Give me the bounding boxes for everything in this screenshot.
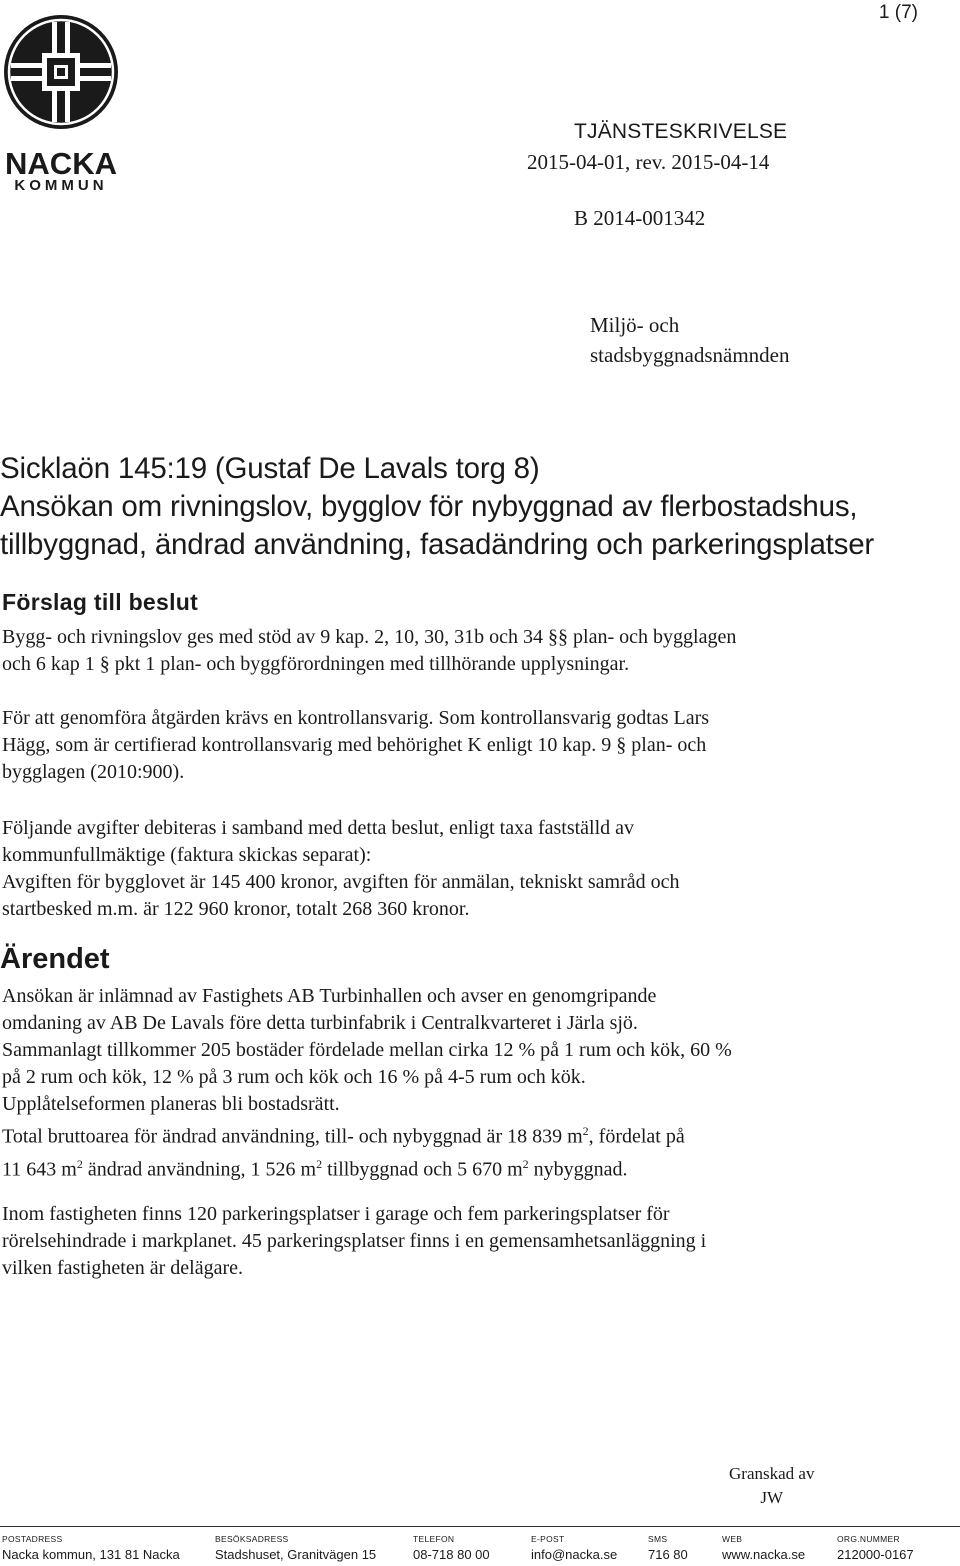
recipient-line: stadsbyggnadsnämnden — [590, 343, 790, 367]
title-line: Sicklaön 145:19 (Gustaf De Lavals torg 8) — [0, 452, 540, 485]
footer-org-number: ORG.NUMMER 212000-0167 — [837, 1534, 914, 1562]
proposal-paragraph: För att genomföra åtgärden krävs en kontrollansvarig. Som kontrollansvarig godtas Lars Hägg, som är certifierad kontrollansvarig med behörighet K enligt 10 kap. 9 § plan- och bygglagen (2010:900). — [2, 707, 710, 783]
page-number: 1 (7) — [878, 2, 918, 23]
footer-email[interactable]: E-POST info@nacka.se — [531, 1534, 618, 1562]
area-line: 11 643 $m^2$ ändrad användning, 1 526 $m^2$ tillbyggnad och 5 670 $m^2$ nybyggnad. — [2, 1156, 628, 1181]
area-line: Total bruttoarea för ändrad användning, till- och nybyggnad är 18 839 $m^2$, fördelat på — [2, 1124, 685, 1148]
footer-divider — [0, 1526, 960, 1527]
nacka-kommun-logo — [0, 14, 122, 190]
document-type: TJÄNSTESKRIVELSE — [574, 120, 788, 143]
title-line: tillbyggnad, ändrad användning, fasadändring och parkeringsplatser — [0, 528, 875, 561]
footer — [0, 1526, 960, 1566]
recipient-line: Miljö- och — [590, 313, 680, 337]
logo-subname: KOMMUN — [14, 177, 108, 190]
proposal-heading: Förslag till beslut — [2, 589, 199, 615]
reviewer-signoff: Granskad av JW — [729, 1464, 815, 1507]
proposal-paragraph: Bygg- och rivningslov ges med stöd av 9 kap. 2, 10, 30, 31b och 34 §§ plan- och bygglagen och 6 kap 1 § pkt 1 plan- och byggförordningen med tillhörande upplysningar. — [2, 626, 737, 675]
case-heading: Ärendet — [0, 943, 110, 975]
document-dates: 2015-04-01, rev. 2015-04-14 — [527, 150, 770, 174]
case-number: B 2014-001342 — [574, 206, 706, 230]
footer-visiting-address: BESÖKSADRESS Stadshuset, Granitvägen 15 — [215, 1534, 377, 1562]
footer-postal-address: POSTADRESS Nacka kommun, 131 81 Nacka — [2, 1534, 180, 1562]
page-title — [0, 450, 960, 564]
nacka-emblem-icon — [0, 14, 122, 190]
logo-name: NACKA — [5, 146, 117, 181]
recipient — [590, 310, 789, 370]
footer-web[interactable]: WEB www.nacka.se — [722, 1534, 806, 1562]
case-paragraph: Inom fastigheten finns 120 parkeringsplatser i garage och fem parkeringsplatser för rörelsehindrade i markplanet. 45 parkeringsplatser finns i en gemensamhetsanläggning i vilken fastigheten är delägare. — [2, 1203, 707, 1279]
title-line: Ansökan om rivningslov, bygglov för nybyggnad av flerbostadshus, — [0, 490, 858, 523]
footer-phone: TELEFON 08-718 80 00 — [413, 1534, 490, 1562]
case-paragraph: Ansökan är inlämnad av Fastighets AB Turbinhallen och avser en genomgripande omdaning av AB De Lavals före detta turbinfabrik i Centralkvarteret i Järla sjö. Sammanlagt tillkommer 205 bostäder fördelade mellan cirka 12 % på 1 rum och kök, 60 % på 2 rum och kök, 12 % på 3 rum och kök och 16 % på 4-5 rum och kök. Upplåtelseformen planeras bli bostadsrätt. Total bruttoarea för ändrad användning, till- och nybyggnad är 18 839 $m^2$, fördelat på 11 643 $m^2$ ändrad användning, 1 526 $m^2$ tillbyggnad och 5 670 $m^2$ nybyggnad. — [2, 983, 732, 1183]
footer-sms: SMS 716 80 — [648, 1534, 688, 1562]
proposal-paragraph: Följande avgifter debiteras i samband med detta beslut, enligt taxa fastställd av kommunfullmäktige (faktura skickas separat): Avgiften för bygglovet är 145 400 kronor, avgiften för anmälan, tekniskt samråd och startbesked m.m. är 122 960 kronor, totalt 268 360 kronor. — [2, 817, 680, 920]
